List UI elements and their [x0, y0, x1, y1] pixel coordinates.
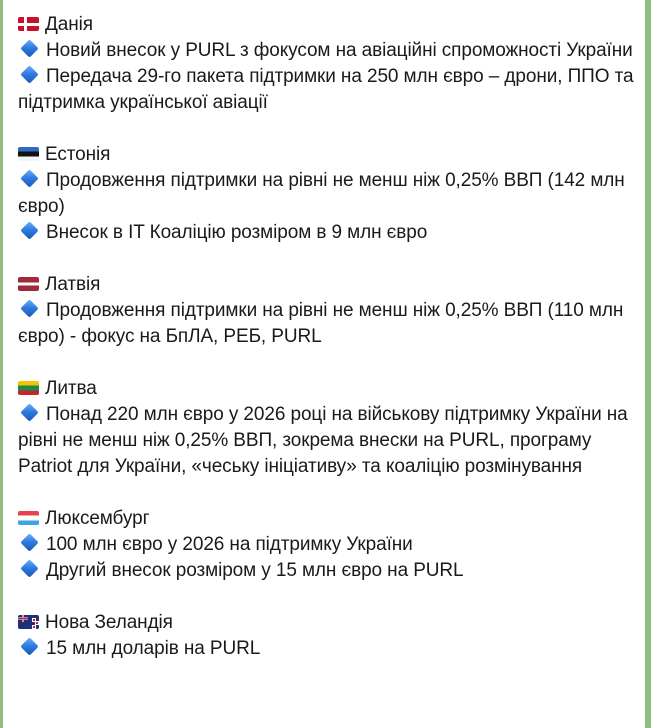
message-bubble — [3, 0, 645, 728]
country-section-lithuania — [18, 376, 635, 480]
country-heading — [18, 272, 635, 298]
country-section-new-zealand — [18, 610, 635, 662]
flag-latvia-icon — [18, 277, 39, 291]
list-item-text: 15 млн доларів на PURL — [46, 638, 261, 659]
list-item-text: Продовження підтримки на рівні не менш ніж 0,25% ВВП (110 млн євро) - фокус на БпЛА, РЕБ, PURL — [18, 300, 624, 347]
small-blue-diamond-icon — [20, 39, 38, 57]
country-section-estonia — [18, 142, 635, 246]
small-blue-diamond-icon — [20, 169, 38, 187]
small-blue-diamond-icon — [20, 65, 38, 83]
country-section-luxembourg — [18, 506, 635, 584]
country-name: Литва — [45, 378, 97, 399]
list-item-text: Продовження підтримки на рівні не менш ніж 0,25% ВВП (142 млн євро) — [18, 170, 625, 217]
small-blue-diamond-icon — [20, 637, 38, 655]
list-item — [18, 298, 635, 350]
country-name: Естонія — [45, 144, 111, 165]
country-heading — [18, 506, 635, 532]
list-item-text: Другий внесок розміром у 15 млн євро на PURL — [46, 560, 464, 581]
flag-luxembourg-icon — [18, 511, 39, 525]
list-item — [18, 636, 635, 662]
list-item — [18, 532, 635, 558]
country-heading — [18, 610, 635, 636]
list-item — [18, 64, 635, 116]
list-item — [18, 558, 635, 584]
list-item-text: 100 млн євро у 2026 на підтримку України — [46, 534, 413, 555]
list-item — [18, 220, 635, 246]
list-item — [18, 38, 635, 64]
list-item-text: Внесок в IT Коаліцію розміром в 9 млн євро — [46, 222, 428, 243]
flag-lithuania-icon — [18, 381, 39, 395]
flag-new-zealand-icon — [18, 615, 39, 629]
country-name: Нова Зеландія — [45, 612, 173, 633]
country-heading — [18, 142, 635, 168]
small-blue-diamond-icon — [20, 533, 38, 551]
country-name: Данія — [45, 14, 93, 35]
country-section-latvia — [18, 272, 635, 350]
flag-estonia-icon — [18, 147, 39, 161]
list-item-text: Понад 220 млн євро у 2026 році на військову підтримку України на рівні не менш ніж 0,25% ВВП, зокрема внески на PURL, програму Patriot для України, «чеську ініціативу» та коаліцію розмінування — [18, 404, 628, 477]
country-name: Люксембург — [45, 508, 150, 529]
small-blue-diamond-icon — [20, 299, 38, 317]
country-heading — [18, 12, 635, 38]
country-section-denmark — [18, 12, 635, 116]
list-item — [18, 402, 635, 480]
small-blue-diamond-icon — [20, 221, 38, 239]
list-item-text: Новий внесок у PURL з фокусом на авіаційні спроможності України — [46, 40, 633, 61]
list-item-text: Передача 29-го пакета підтримки на 250 млн євро – дрони, ППО та підтримка української авіації — [18, 66, 634, 113]
flag-denmark-icon — [18, 17, 39, 31]
star-icon — [32, 625, 36, 629]
country-heading — [18, 376, 635, 402]
country-name: Латвія — [45, 274, 101, 295]
list-item — [18, 168, 635, 220]
small-blue-diamond-icon — [20, 559, 38, 577]
small-blue-diamond-icon — [20, 403, 38, 421]
